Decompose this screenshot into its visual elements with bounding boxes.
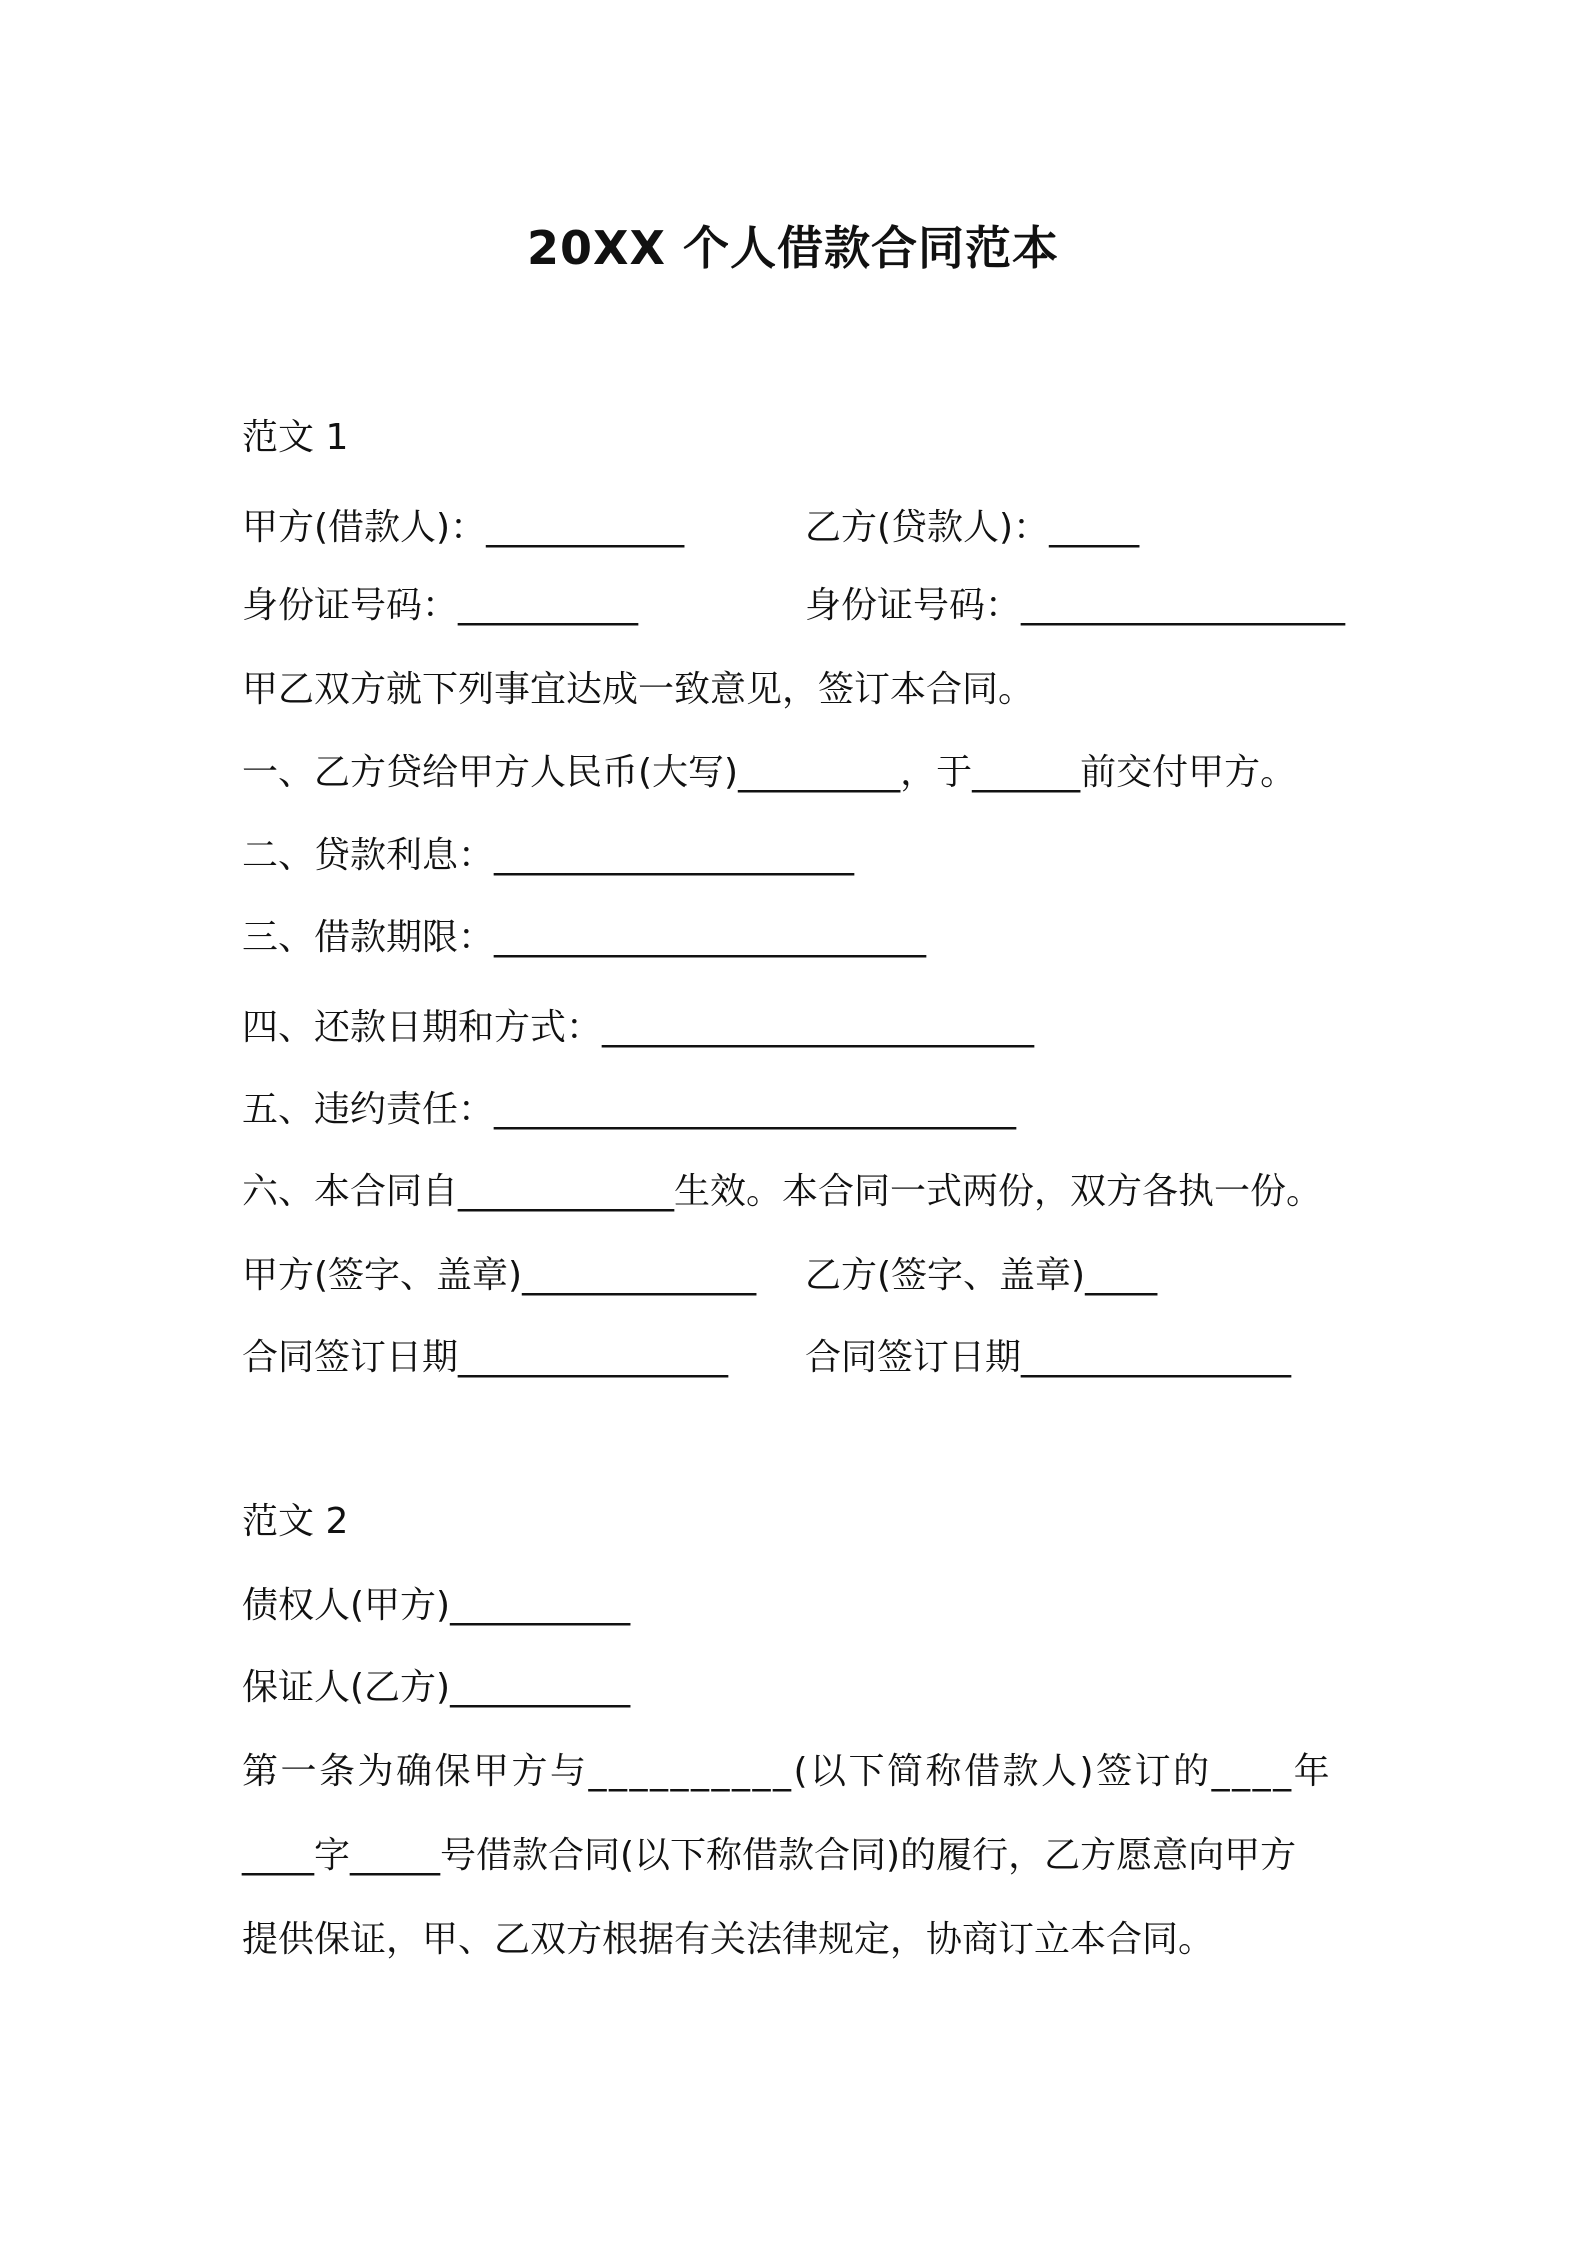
- clause-1: 一、乙方贷给甲方人民币(大写)_________，于______前交付甲方。: [242, 752, 1297, 793]
- sample1-heading: 范文 1: [242, 417, 349, 458]
- id-number-a: 身份证号码：__________: [242, 585, 639, 626]
- party-b-lender: 乙方(贷款人)：_____: [805, 507, 1140, 548]
- document-title: 20XX 个人借款合同范本: [527, 221, 1059, 275]
- id-number-b: 身份证号码：__________________: [805, 585, 1346, 626]
- signature-party-a: 甲方(签字、盖章)_____________: [242, 1255, 757, 1296]
- sample2-heading: 范文 2: [242, 1501, 349, 1542]
- clause-5: 五、违约责任：_____________________________: [242, 1089, 1017, 1130]
- creditor-party-a: 债权人(甲方)__________: [242, 1585, 631, 1626]
- signing-date-b: 合同签订日期_______________: [805, 1337, 1292, 1378]
- article-1-line-1: 第一条为确保甲方与__________(以下简称借款人)签订的____年: [242, 1751, 1333, 1792]
- signing-date-a: 合同签订日期_______________: [242, 1337, 729, 1378]
- article-1-line-3: 提供保证，甲、乙双方根据有关法律规定，协商订立本合同。: [242, 1919, 1215, 1960]
- clause-2: 二、贷款利息：____________________: [242, 835, 855, 876]
- signature-party-b: 乙方(签字、盖章)____: [805, 1255, 1158, 1296]
- clause-4: 四、还款日期和方式：________________________: [242, 1007, 1035, 1048]
- clause-6: 六、本合同自____________生效。本合同一式两份，双方各执一份。: [242, 1171, 1323, 1212]
- guarantor-party-b: 保证人(乙方)__________: [242, 1667, 631, 1708]
- intro-text: 甲乙双方就下列事宜达成一致意见，签订本合同。: [242, 669, 1035, 710]
- clause-3: 三、借款期限：________________________: [242, 917, 927, 958]
- party-a-borrower: 甲方(借款人)：___________: [242, 507, 685, 548]
- article-1-line-2: ____字_____号借款合同(以下称借款合同)的履行，乙方愿意向甲方: [242, 1835, 1297, 1876]
